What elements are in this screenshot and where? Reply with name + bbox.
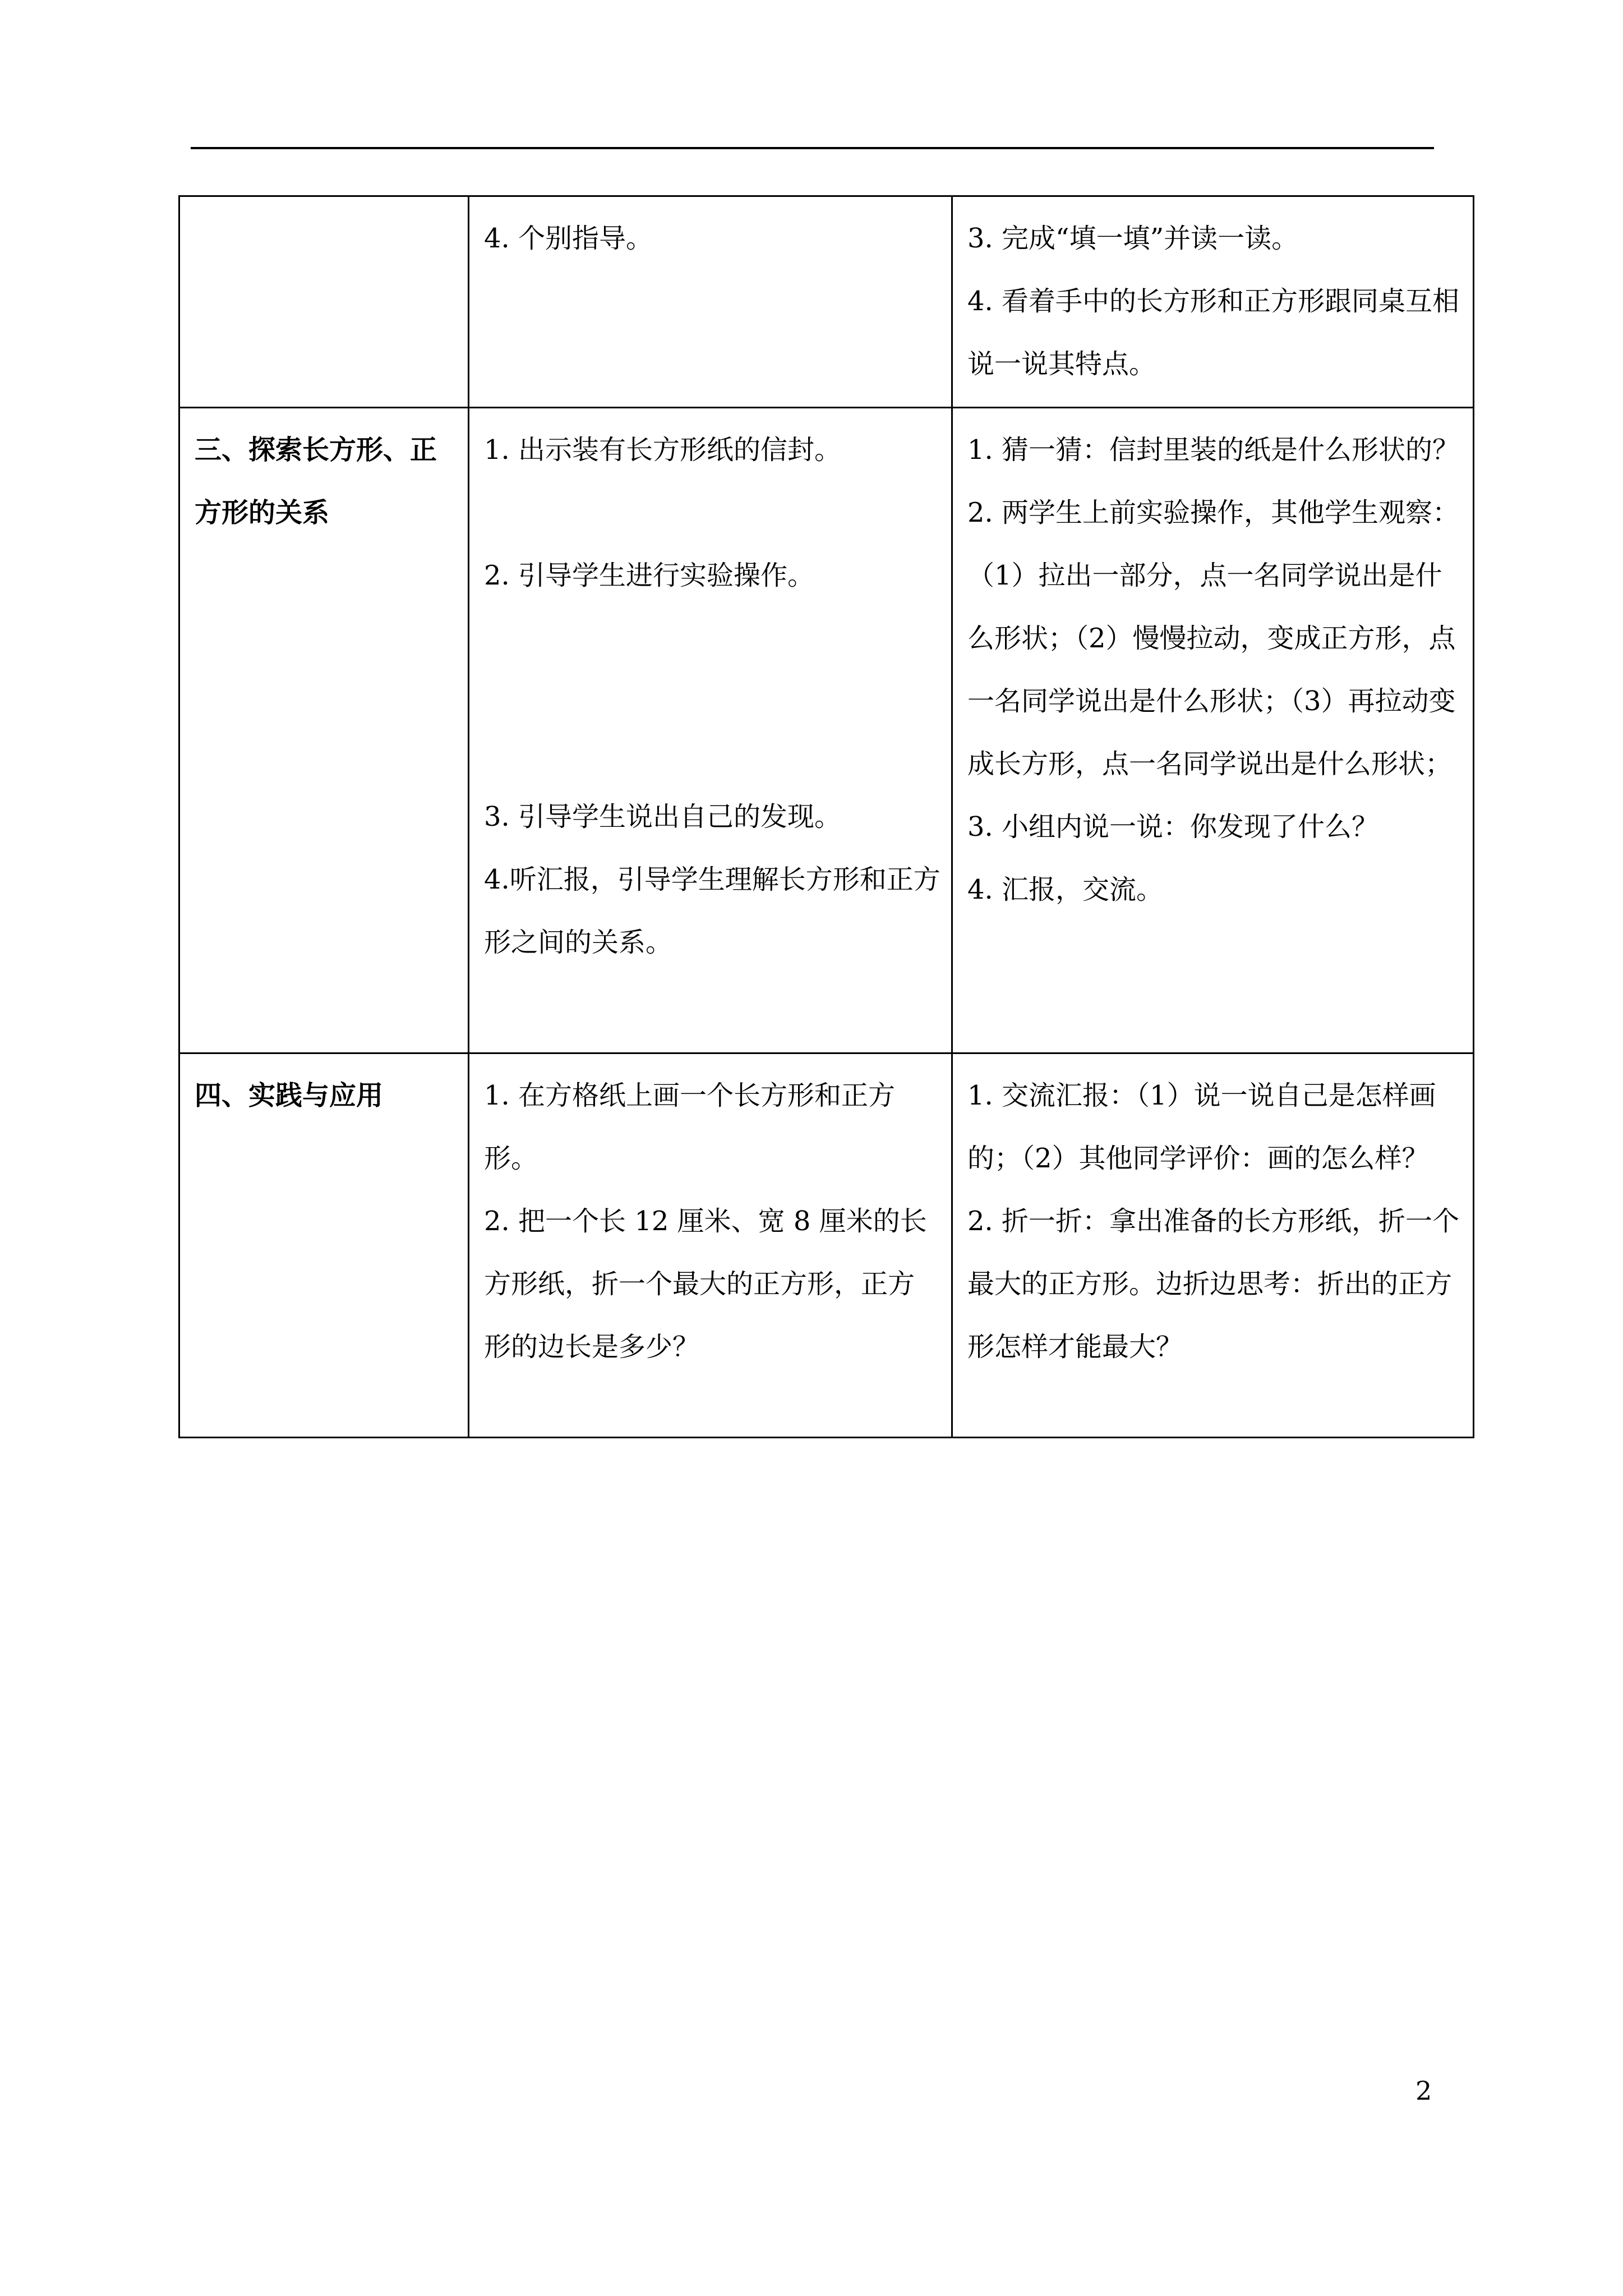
stage-cell — [179, 408, 469, 1053]
teacher-step: 1. 在方格纸上画一个长方形和正方形。 — [484, 1080, 896, 1174]
student-step: 4. 看着手中的长方形和正方形跟同桌互相说一说其特点。 — [967, 286, 1460, 380]
spacer — [484, 779, 941, 785]
teacher-step: 4. 个别指导。 — [484, 223, 653, 254]
student-step: 3. 完成“填一填”并读一读。 — [967, 223, 1299, 254]
teacher-step: 1. 出示装有长方形纸的信封。 — [484, 434, 842, 466]
teacher-activity-cell — [469, 408, 952, 1053]
teacher-activity-cell — [469, 1053, 952, 1438]
teacher-step: 3. 引导学生说出自己的发现。 — [484, 801, 842, 832]
teacher-step: 4.听汇报，引导学生理解长方形和正方形之间的关系。 — [484, 864, 940, 958]
spacer — [484, 481, 941, 544]
spacer — [484, 607, 941, 779]
student-step: 2. 折一折：拿出准备的长方形纸，折一个最大的正方形。边折边思考：折出的正方形怎样才能最大？ — [967, 1205, 1460, 1363]
teacher-step: 2. 引导学生进行实验操作。 — [484, 560, 815, 591]
stage-cell — [179, 196, 469, 408]
table-row — [179, 408, 1474, 1053]
student-step: 2. 两学生上前实验操作，其他学生观察：（1）拉出一部分，点一名同学说出是什么形状；（2）慢慢拉动，变成正方形，点一名同学说出是什么形状；（3）再拉动变成长方形，点一名同学说出是什么形状； — [967, 497, 1460, 780]
table-row — [179, 1053, 1474, 1438]
student-activity-cell — [952, 196, 1474, 408]
table-row — [179, 196, 1474, 408]
stage-cell — [179, 1053, 469, 1438]
stage-title: 三、探索长方形、正方形的关系 — [195, 434, 437, 528]
page-number: 2 — [1415, 2076, 1432, 2106]
student-step: 1. 猜一猜：信封里装的纸是什么形状的？ — [967, 434, 1460, 466]
student-step: 4. 汇报，交流。 — [967, 874, 1164, 905]
teacher-step: 2. 把一个长 12 厘米、宽 8 厘米的长方形纸，折一个最大的正方形，正方形的边长是多少？ — [484, 1205, 927, 1363]
student-activity-cell — [952, 1053, 1474, 1438]
stage-title: 四、实践与应用 — [195, 1080, 384, 1111]
lesson-plan-table — [178, 195, 1474, 1438]
student-activity-cell — [952, 408, 1474, 1053]
header-rule — [191, 147, 1434, 149]
student-step: 1. 交流汇报：（1）说一说自己是怎样画的；（2）其他同学评价：画的怎么样？ — [967, 1080, 1436, 1174]
student-step: 3. 小组内说一说：你发现了什么？ — [967, 811, 1379, 843]
teacher-activity-cell — [469, 196, 952, 408]
